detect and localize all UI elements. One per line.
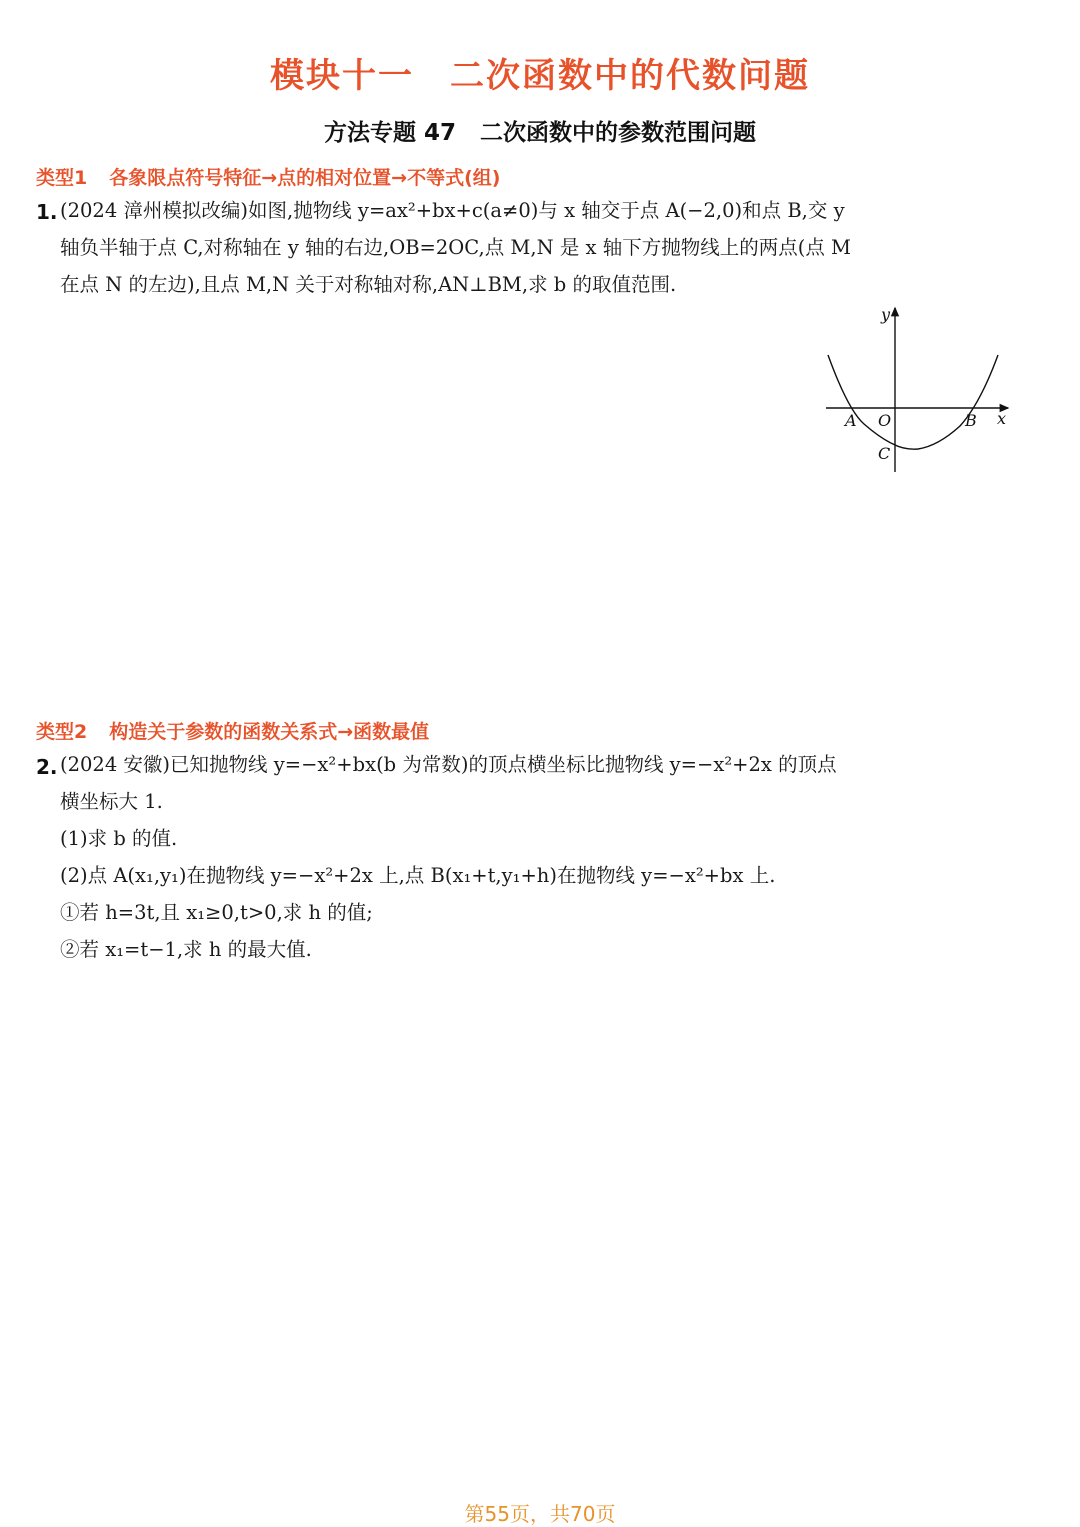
parabola-curve <box>828 355 998 449</box>
method-title <box>0 114 1080 147</box>
q1-line-2: 轴负半轴于点 C,对称轴在 y 轴的右边,OB=2OC,点 M,N 是 x 轴下方抛物线上的两点(点 M <box>60 236 851 259</box>
q2-line-5: ①若 h=3t,且 x₁≥0,t>0,求 h 的值; <box>60 901 373 924</box>
q2-line-4: (2)点 A(x₁,y₁)在抛物线 y=−x²+2x 上,点 B(x₁+t,y₁+h)在抛物线 y=−x²+bx 上. <box>60 864 776 887</box>
parabola-figure <box>820 300 1020 480</box>
label-O: O <box>878 411 892 430</box>
type1-text: 各象限点符号特征→点的相对位置→不等式(组) <box>109 167 501 189</box>
type1-label: 类型1 <box>36 167 88 189</box>
label-C: C <box>878 444 891 463</box>
q2-number: 2. <box>36 755 58 779</box>
q2-line-3: (1)求 b 的值. <box>60 827 178 850</box>
method-number: 方法专题 47 <box>323 120 456 146</box>
module-name: 二次函数中的代数问题 <box>450 56 810 96</box>
label-A: A <box>845 411 857 430</box>
module-title <box>0 48 1080 97</box>
module-number: 模块十一 <box>270 56 414 96</box>
type2-heading <box>36 717 429 744</box>
type2-text: 构造关于参数的函数关系式→函数最值 <box>109 721 430 743</box>
type2-label: 类型2 <box>36 721 88 743</box>
q1-number: 1. <box>36 200 58 224</box>
q2-line-1: (2024 安徽)已知抛物线 y=−x²+bx(b 为常数)的顶点横坐标比抛物线 y=−x²+2x 的顶点 <box>60 753 837 776</box>
page-footer: 第55页，共70页 <box>464 1502 616 1526</box>
label-B: B <box>965 411 977 430</box>
label-y: y <box>881 305 891 324</box>
method-name: 二次函数中的参数范围问题 <box>480 120 756 146</box>
type1-heading <box>36 163 500 190</box>
q2-line-6: ②若 x₁=t−1,求 h 的最大值. <box>60 938 312 961</box>
q2-line-2: 横坐标大 1. <box>60 790 163 813</box>
label-x: x <box>997 409 1007 428</box>
q1-line-1: (2024 漳州模拟改编)如图,抛物线 y=ax²+bx+c(a≠0)与 x 轴交于点 A(−2,0)和点 B,交 y <box>60 199 845 222</box>
q1-line-3: 在点 N 的左边),且点 M,N 关于对称轴对称,AN⊥BM,求 b 的取值范围. <box>60 273 677 296</box>
